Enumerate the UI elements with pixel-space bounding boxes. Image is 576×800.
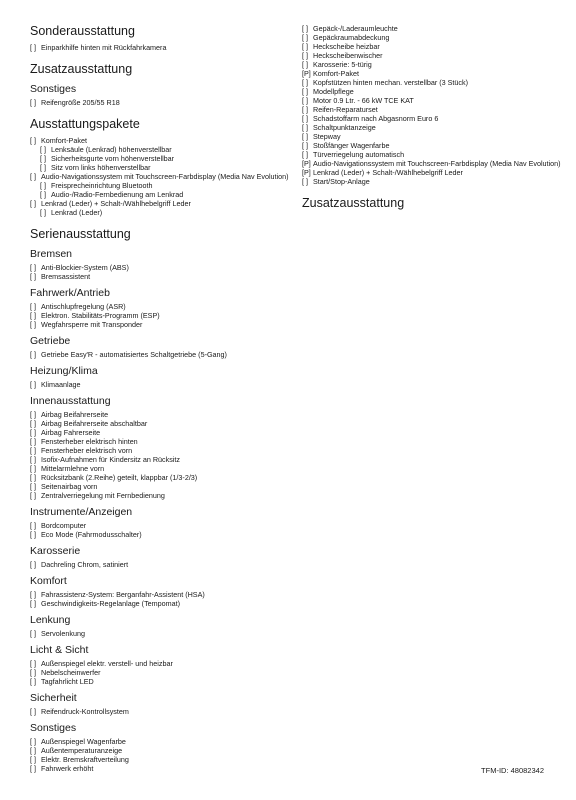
checkbox-mark: [ ] <box>302 132 308 141</box>
item-text: Gepäckraumabdeckung <box>313 33 390 42</box>
checkbox-mark: [ ] <box>302 60 308 69</box>
item-text: Schadstoffarm nach Abgasnorm Euro 6 <box>313 114 439 123</box>
item-text: Sicherheitsgurte vorn höhenverstellbar <box>51 154 175 163</box>
list-item <box>30 764 292 773</box>
item-text: Komfort-Paket <box>41 136 87 145</box>
checkbox-mark: [ ] <box>302 87 308 96</box>
item-text: Eco Mode (Fahrmodusschalter) <box>41 530 142 539</box>
checkbox-mark: [ ] <box>30 199 36 208</box>
list-item <box>30 350 292 359</box>
item-text: Geschwindigkeits-Regelanlage (Tempomat) <box>41 599 181 608</box>
item-text: Fensterheber elektrisch hinten <box>41 437 138 446</box>
checkbox-mark: [ ] <box>30 380 36 389</box>
item-text: Klimaanlage <box>41 380 81 389</box>
checkbox-mark: [ ] <box>302 78 308 87</box>
checkbox-mark: [ ] <box>30 272 36 281</box>
checkbox-mark: [ ] <box>30 482 36 491</box>
item-text: Karosserie: 5-türig <box>313 60 372 69</box>
list-item <box>30 668 292 677</box>
list-item <box>30 419 292 428</box>
checkbox-mark: [ ] <box>30 455 36 464</box>
checkbox-mark: [ ] <box>302 96 308 105</box>
section-heading: Zusatzausstattung <box>30 62 133 76</box>
list-item <box>302 96 564 105</box>
item-text: Isofix-Aufnahmen für Kindersitz an Rücksitz <box>41 455 181 464</box>
checkbox-mark: [ ] <box>30 464 36 473</box>
checkbox-mark: [ ] <box>30 263 36 272</box>
checkbox-mark: [ ] <box>30 437 36 446</box>
list-item <box>30 181 292 190</box>
checkbox-mark: [ ] <box>30 302 36 311</box>
list-item <box>30 154 292 163</box>
checkbox-mark: [ ] <box>30 419 36 428</box>
group-heading: Getriebe <box>30 335 71 347</box>
item-text: Lenksäule (Lenkrad) höhenverstellbar <box>51 145 172 154</box>
item-text: Fahrassistenz-System: Berganfahr-Assistent (HSA) <box>41 590 205 599</box>
list-item <box>30 311 292 320</box>
list-item <box>30 163 292 172</box>
item-list <box>30 380 292 389</box>
item-text: Einparkhilfe hinten mit Rückfahrkamera <box>41 43 167 52</box>
item-list <box>30 136 292 217</box>
list-item <box>30 560 292 569</box>
checkbox-mark: [ ] <box>40 190 46 199</box>
list-item <box>30 677 292 686</box>
checkbox-mark: [ ] <box>40 181 46 190</box>
item-text: Getriebe Easy'R - automatisiertes Schaltgetriebe (5-Gang) <box>41 350 227 359</box>
list-item <box>302 114 564 123</box>
list-item <box>302 24 564 33</box>
item-text: Wegfahrsperre mit Transponder <box>41 320 143 329</box>
item-list <box>30 410 292 500</box>
list-item <box>30 755 292 764</box>
list-item <box>30 737 292 746</box>
checkbox-mark: [ ] <box>30 737 36 746</box>
list-item <box>30 380 292 389</box>
list-item <box>302 33 564 42</box>
checkbox-mark: [ ] <box>30 428 36 437</box>
checkbox-mark: [ ] <box>30 629 36 638</box>
checkbox-mark: [ ] <box>30 668 36 677</box>
list-item <box>30 410 292 419</box>
item-list <box>30 590 292 608</box>
item-text: Außentemperaturanzeige <box>41 746 123 755</box>
item-text: Lenkrad (Leder) + Schalt-/Wählhebelgriff Leder <box>41 199 191 208</box>
list-item <box>30 272 292 281</box>
checkbox-mark: [ ] <box>30 320 36 329</box>
list-item <box>30 263 292 272</box>
list-item <box>302 105 564 114</box>
item-text: Anti-Blockier-System (ABS) <box>41 263 129 272</box>
checkbox-mark: [ ] <box>30 599 36 608</box>
checkbox-mark: [ ] <box>30 755 36 764</box>
item-list <box>30 43 292 52</box>
checkbox-mark: [ ] <box>30 530 36 539</box>
list-item <box>302 60 564 69</box>
item-text: Türverriegelung automatisch <box>313 150 405 159</box>
group-heading: Sonstiges <box>30 722 77 734</box>
list-item <box>30 136 292 145</box>
checkbox-mark: [ ] <box>30 410 36 419</box>
group-heading: Heizung/Klima <box>30 365 98 377</box>
item-text: Freisprecheinrichtung Bluetooth <box>51 181 153 190</box>
list-item <box>30 629 292 638</box>
checkbox-mark: [ ] <box>302 42 308 51</box>
checkbox-mark: [P] <box>302 159 311 168</box>
item-text: Zentralverriegelung mit Fernbedienung <box>41 491 165 500</box>
tfm-id: TFM-ID: 48082342 <box>481 766 544 775</box>
checkbox-mark: [ ] <box>30 446 36 455</box>
list-item <box>302 132 564 141</box>
list-item <box>30 473 292 482</box>
item-text: Außenspiegel Wagenfarbe <box>41 737 126 746</box>
item-list <box>30 350 292 359</box>
checkbox-mark: [ ] <box>302 123 308 132</box>
checkbox-mark: [ ] <box>30 350 36 359</box>
item-text: Bordcomputer <box>41 521 87 530</box>
checkbox-mark: [ ] <box>40 145 46 154</box>
right-item-list <box>302 24 564 186</box>
item-list <box>30 659 292 686</box>
checkbox-mark: [P] <box>302 168 311 177</box>
list-item <box>30 428 292 437</box>
item-text: Elektron. Stabilitäts-Programm (ESP) <box>41 311 160 320</box>
list-item <box>30 172 292 181</box>
list-item <box>302 150 564 159</box>
checkbox-mark: [ ] <box>302 24 308 33</box>
list-item <box>30 98 292 107</box>
item-text: Schaltpunktanzeige <box>313 123 376 132</box>
item-text: Stepway <box>313 132 341 141</box>
item-text: Tagfahrlicht LED <box>41 677 94 686</box>
section <box>30 62 292 107</box>
list-item <box>30 446 292 455</box>
list-item <box>302 69 564 78</box>
list-item <box>30 707 292 716</box>
checkbox-mark: [ ] <box>30 677 36 686</box>
list-item <box>30 746 292 755</box>
list-item <box>302 78 564 87</box>
list-item <box>30 455 292 464</box>
list-item <box>30 437 292 446</box>
item-text: Elektr. Bremskraftverteilung <box>41 755 129 764</box>
checkbox-mark: [ ] <box>30 311 36 320</box>
group-heading: Lenkung <box>30 614 71 626</box>
item-text: Stoßfänger Wagenfarbe <box>313 141 390 150</box>
item-text: Modellpflege <box>313 87 354 96</box>
group-heading: Innenausstattung <box>30 395 111 407</box>
group-heading: Sonstiges <box>30 83 77 95</box>
checkbox-mark: [ ] <box>30 764 36 773</box>
section <box>30 227 292 773</box>
section-heading-zusatzausstattung: Zusatzausstattung <box>302 196 405 210</box>
item-text: Servolenkung <box>41 629 85 638</box>
item-text: Seitenairbag vorn <box>41 482 98 491</box>
list-item <box>302 123 564 132</box>
item-text: Reifen-Reparaturset <box>313 105 378 114</box>
list-item <box>30 208 292 217</box>
checkbox-mark: [ ] <box>40 163 46 172</box>
checkbox-mark: [ ] <box>30 491 36 500</box>
item-text: Heckscheibe heizbar <box>313 42 380 51</box>
item-text: Fahrwerk erhöht <box>41 764 94 773</box>
item-list <box>30 629 292 638</box>
group-heading: Bremsen <box>30 248 73 260</box>
item-text: Airbag Fahrerseite <box>41 428 101 437</box>
item-text: Audio-Navigationssystem mit Touchscreen-Farbdisplay (Media Nav Evolution) <box>41 172 289 181</box>
checkbox-mark: [ ] <box>302 150 308 159</box>
group-heading: Karosserie <box>30 545 81 557</box>
checkbox-mark: [ ] <box>40 154 46 163</box>
group-heading: Licht & Sicht <box>30 644 89 656</box>
list-item <box>30 190 292 199</box>
list-item <box>302 51 564 60</box>
checkbox-mark: [ ] <box>30 746 36 755</box>
group-heading: Sicherheit <box>30 692 77 704</box>
checkbox-mark: [ ] <box>30 473 36 482</box>
item-text: Airbag Beifahrerseite <box>41 410 109 419</box>
checkbox-mark: [P] <box>302 69 311 78</box>
section <box>30 117 292 217</box>
list-item <box>30 320 292 329</box>
list-item <box>30 530 292 539</box>
group-heading: Fahrwerk/Antrieb <box>30 287 110 299</box>
item-text: Rücksitzbank (2.Reihe) geteilt, klappbar (1/3-2/3) <box>41 473 198 482</box>
item-text: Reifendruck-Kontrollsystem <box>41 707 129 716</box>
list-item <box>30 491 292 500</box>
item-list <box>30 737 292 773</box>
item-text: Außenspiegel elektr. verstell- und heizbar <box>41 659 173 668</box>
item-text: Fensterheber elektrisch vorn <box>41 446 133 455</box>
left-column <box>30 24 292 783</box>
list-item <box>30 464 292 473</box>
list-item <box>30 482 292 491</box>
item-text: Gepäck-/Laderaumleuchte <box>313 24 398 33</box>
item-text: Heckscheibenwischer <box>313 51 383 60</box>
list-item <box>302 177 564 186</box>
item-text: Nebelscheinwerfer <box>41 668 101 677</box>
list-item <box>30 659 292 668</box>
list-item <box>30 599 292 608</box>
item-text: Lenkrad (Leder) + Schalt-/Wählhebelgriff Leder <box>313 168 463 177</box>
list-item <box>302 168 564 177</box>
checkbox-mark: [ ] <box>30 659 36 668</box>
item-text: Start/Stop-Anlage <box>313 177 370 186</box>
list-item <box>302 87 564 96</box>
list-item <box>30 590 292 599</box>
item-text: Mittelarmlehne vorn <box>41 464 105 473</box>
item-text: Sitz vorn links höhenverstellbar <box>51 163 151 172</box>
section-heading: Serienausstattung <box>30 227 131 241</box>
section <box>30 24 292 52</box>
item-list <box>30 560 292 569</box>
item-text: Bremsassistent <box>41 272 91 281</box>
list-item <box>30 145 292 154</box>
checkbox-mark: [ ] <box>30 590 36 599</box>
checkbox-mark: [ ] <box>302 141 308 150</box>
checkbox-mark: [ ] <box>30 43 36 52</box>
checkbox-mark: [ ] <box>30 98 36 107</box>
checkbox-mark: [ ] <box>40 208 46 217</box>
group-heading: Instrumente/Anzeigen <box>30 506 133 518</box>
item-text: Kopfstützen hinten mechan. verstellbar (3 Stück) <box>313 78 469 87</box>
checkbox-mark: [ ] <box>30 560 36 569</box>
section-heading: Ausstattungspakete <box>30 117 140 131</box>
checkbox-mark: [ ] <box>302 51 308 60</box>
right-column <box>302 24 564 215</box>
checkbox-mark: [ ] <box>302 177 308 186</box>
checkbox-mark: [ ] <box>30 172 36 181</box>
list-item <box>30 199 292 208</box>
list-item <box>30 43 292 52</box>
list-item <box>30 302 292 311</box>
item-text: Airbag Beifahrerseite abschaltbar <box>41 419 148 428</box>
item-list <box>30 263 292 281</box>
section-heading: Sonderausstattung <box>30 24 135 38</box>
checkbox-mark: [ ] <box>302 114 308 123</box>
item-text: Reifengröße 205/55 R18 <box>41 98 120 107</box>
item-text: Lenkrad (Leder) <box>51 208 103 217</box>
group-heading: Komfort <box>30 575 67 587</box>
item-list <box>30 707 292 716</box>
checkbox-mark: [ ] <box>30 521 36 530</box>
item-list <box>30 302 292 329</box>
item-text: Antischlupfregelung (ASR) <box>41 302 126 311</box>
item-text: Dachreling Chrom, satiniert <box>41 560 129 569</box>
item-text: Motor 0.9 Ltr. - 66 kW TCE KAT <box>313 96 414 105</box>
checkbox-mark: [ ] <box>302 105 308 114</box>
checkbox-mark: [ ] <box>302 33 308 42</box>
list-item <box>302 42 564 51</box>
item-text: Audio-Navigationssystem mit Touchscreen-Farbdisplay (Media Nav Evolution) <box>313 159 561 168</box>
item-text: Audio-/Radio-Fernbedienung am Lenkrad <box>51 190 184 199</box>
checkbox-mark: [ ] <box>30 136 36 145</box>
checkbox-mark: [ ] <box>30 707 36 716</box>
list-item <box>302 141 564 150</box>
item-text: Komfort-Paket <box>313 69 359 78</box>
item-list <box>30 521 292 539</box>
list-item <box>30 521 292 530</box>
item-list <box>30 98 292 107</box>
list-item <box>302 159 564 168</box>
